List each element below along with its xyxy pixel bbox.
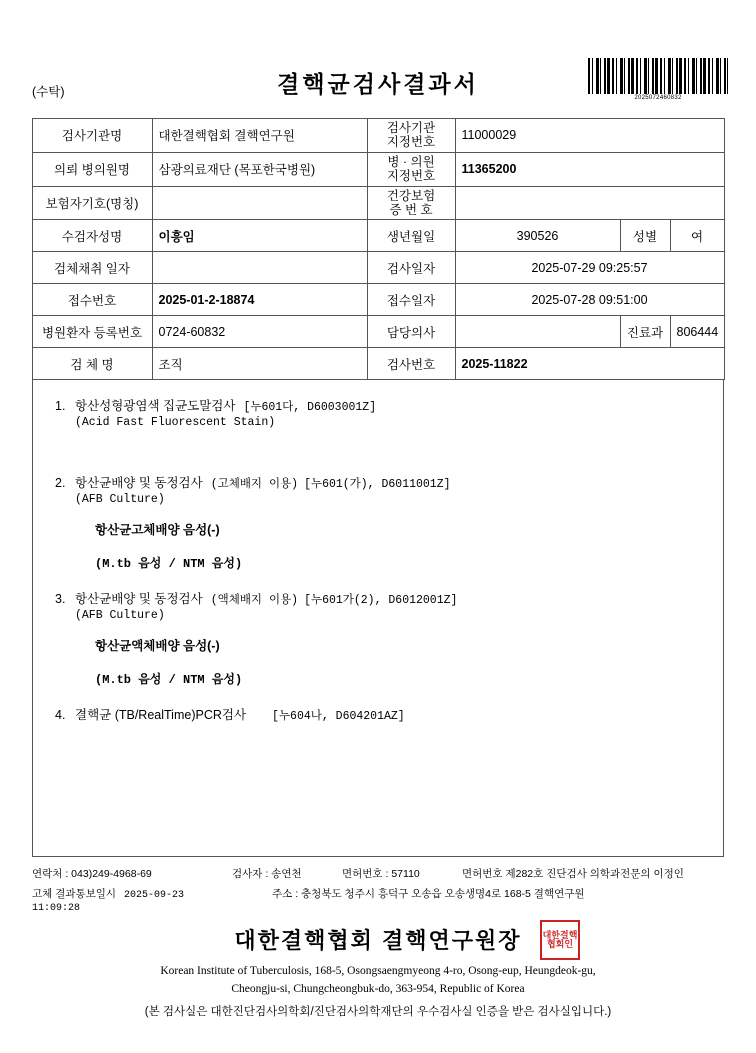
result-1-subtitle: (Acid Fast Fluorescent Stain)	[75, 416, 276, 430]
license-number: 면허번호 : 57110	[342, 868, 420, 881]
result-1-number: 1.	[55, 399, 66, 414]
english-address-line-1: Korean Institute of Tuberculosis, 168-5, Osongsaengmyeong 4-ro, Osong-eup, Heungdeok-gu,	[160, 965, 596, 978]
result-item-2	[55, 473, 705, 571]
page-title: 결핵균검사결과서	[277, 71, 479, 97]
value-collection-date	[152, 252, 367, 284]
report-datetime-value: 2025-09-23 11:09:28	[32, 890, 184, 915]
value-insurance-number	[455, 186, 724, 220]
value-gender: 여	[670, 220, 724, 252]
result-2-number: 2.	[55, 476, 66, 491]
result-item-3	[55, 589, 705, 687]
label-receipt-number: 접수번호	[32, 284, 152, 316]
value-test-date: 2025-07-29 09:25:57	[455, 252, 724, 284]
address-info: 주소 : 충청북도 청주시 흥덕구 오송읍 오송생명4로 168-5 결핵연구원	[272, 888, 585, 901]
label-insurance-number: 건강보험 증 번 호	[367, 186, 455, 220]
result-2-subtitle: (AFB Culture)	[75, 493, 165, 507]
table-row	[32, 119, 724, 153]
label-requesting-hospital: 의뢰 병의원명	[32, 152, 152, 186]
result-3-subtitle: (AFB Culture)	[75, 609, 165, 623]
result-1-code: [누601다, D6003001Z]	[243, 401, 377, 415]
value-hospital-code: 11365200	[455, 152, 724, 186]
label-hospital-code: 병 · 의원 지정번호	[367, 152, 455, 186]
document-header	[0, 52, 756, 112]
certificate-page	[0, 52, 756, 1053]
value-patient-name: 이흥임	[152, 220, 367, 252]
result-2-title: 항산균배양 및 동정검사	[75, 476, 203, 491]
accreditation-note: (본 검사실은 대한진단검사의학회/진단검사의학재단의 우수검사실 인증을 받은 검사실입니다.)	[144, 1005, 612, 1018]
label-insurance-code: 보험자기호(명칭)	[32, 186, 152, 220]
result-2-detail: 항산균고체배양 음성(-)	[95, 523, 220, 538]
value-receipt-number: 2025-01-2-18874	[152, 284, 367, 316]
value-requesting-hospital: 삼광의료재단 (목포한국병원)	[152, 152, 367, 186]
table-row	[32, 186, 724, 220]
value-insurance-code	[152, 186, 367, 220]
value-receipt-date: 2025-07-28 09:51:00	[455, 284, 724, 316]
result-2-method: (고체배지 이용)	[210, 478, 299, 492]
consignment-label: (수탁)	[32, 85, 65, 99]
label-institution-name: 검사기관명	[32, 119, 152, 153]
label-test-number: 검사번호	[367, 348, 455, 380]
result-4-code: [누604나, D604201AZ]	[272, 710, 405, 724]
table-row	[32, 284, 724, 316]
label-specimen-name: 검 체 명	[32, 348, 152, 380]
footer-row-address	[32, 886, 724, 914]
label-birthdate: 생년월일	[367, 220, 455, 252]
label-department: 진료과	[620, 316, 670, 348]
result-3-number: 3.	[55, 592, 66, 607]
result-4-number: 4.	[55, 708, 66, 723]
result-2-detail-secondary: (M.tb 음성 / NTM 음성)	[95, 557, 243, 572]
result-2-code: [누601(가), D6011001Z]	[304, 478, 451, 492]
result-3-method: (액체배지 이용)	[210, 594, 299, 608]
result-item-1	[55, 396, 705, 429]
spacer	[55, 689, 705, 705]
value-patient-id: 0724-60832	[152, 316, 367, 348]
result-3-title: 항산균배양 및 동정검사	[75, 592, 203, 607]
spacer	[55, 573, 705, 589]
organization-name	[32, 924, 724, 958]
organization-name-text: 대한결핵협회 결핵연구원장	[234, 928, 522, 954]
table-row	[32, 348, 724, 380]
value-institution-name: 대한결핵협회 결핵연구원	[152, 119, 367, 153]
value-institution-code: 11000029	[455, 119, 724, 153]
barcode-image	[588, 58, 728, 94]
label-test-date: 검사일자	[367, 252, 455, 284]
barcode-number: 2025072460832	[634, 95, 682, 101]
table-row	[32, 316, 724, 348]
patient-info-table	[32, 118, 725, 380]
table-row	[32, 152, 724, 186]
table-row	[32, 220, 724, 252]
result-3-detail: 항산균액체배양 음성(-)	[95, 639, 220, 654]
result-4-title: 결핵균 (TB/RealTime)PCR검사	[75, 708, 247, 723]
result-3-detail-secondary: (M.tb 음성 / NTM 음성)	[95, 673, 243, 688]
label-receipt-date: 접수일자	[367, 284, 455, 316]
value-department: 806444	[670, 316, 724, 348]
value-birthdate: 390526	[455, 220, 620, 252]
english-address-line-2: Cheongju-si, Chungcheongbuk-do, 363-954, Republic of Korea	[231, 983, 525, 996]
value-test-number: 2025-11822	[455, 348, 724, 380]
label-gender: 성별	[620, 220, 670, 252]
value-doctor	[455, 316, 620, 348]
label-doctor: 담당의사	[367, 316, 455, 348]
result-item-4	[55, 705, 705, 723]
result-3-code: [누601가(2), D6012001Z]	[304, 594, 458, 608]
table-row	[32, 252, 724, 284]
report-datetime-label: 고체 결과통보일시	[32, 888, 117, 901]
value-specimen-name: 조직	[152, 348, 367, 380]
result-1-title: 항산성형광염색 집균도말검사	[75, 399, 236, 414]
document-footer	[32, 857, 724, 1019]
results-section	[32, 380, 724, 857]
barcode-block	[588, 58, 728, 101]
label-patient-id: 병원환자 등록번호	[32, 316, 152, 348]
spacer	[55, 431, 705, 473]
label-collection-date: 검체채취 일자	[32, 252, 152, 284]
label-patient-name: 수검자성명	[32, 220, 152, 252]
official-seal-stamp: 대한결핵협회인	[540, 920, 580, 960]
footer-row-contact	[32, 866, 724, 881]
report-datetime	[32, 886, 232, 914]
tester-info: 검사자 : 송연천	[232, 868, 302, 881]
contact-info: 연락처 : 043)249-4968-69	[32, 868, 152, 881]
label-institution-code: 검사기관 지정번호	[367, 119, 455, 153]
specialist-license: 면허번호 제282호 진단검사 의학과전문의 이정인	[462, 868, 684, 881]
